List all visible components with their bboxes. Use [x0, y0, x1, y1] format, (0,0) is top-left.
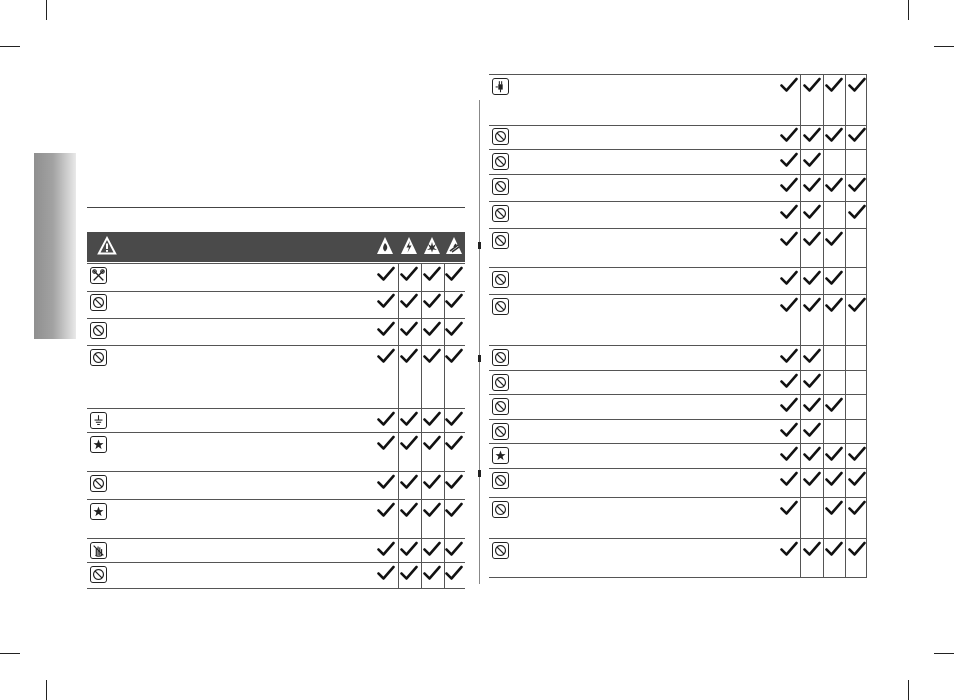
table-row [87, 433, 465, 472]
important-star-icon [90, 436, 107, 453]
check-mark-icon [400, 411, 418, 427]
check-mark-icon [780, 231, 798, 247]
table-row [489, 498, 867, 539]
crop-mark [0, 653, 20, 654]
check-mark-icon [423, 435, 441, 451]
safety-table-right [489, 74, 867, 586]
check-mark-icon [445, 293, 463, 309]
check-mark-icon [780, 471, 798, 487]
check-mark-icon [825, 270, 843, 286]
check-mark-icon [400, 266, 418, 282]
warning-triangle-icon [97, 236, 117, 256]
prohibited-icon [492, 398, 509, 415]
table-row [87, 500, 465, 539]
column-divider [479, 100, 480, 584]
check-mark-icon [400, 565, 418, 581]
explosion-hazard-icon [423, 236, 441, 256]
column-separator [398, 263, 399, 589]
check-mark-icon [825, 500, 843, 516]
check-mark-icon [780, 373, 798, 389]
table-row [489, 371, 867, 395]
table-row [87, 319, 465, 346]
check-mark-icon [848, 77, 866, 93]
prohibited-icon [492, 501, 509, 518]
check-mark-icon [780, 127, 798, 143]
disassemble-tools-icon [90, 267, 107, 284]
check-mark-icon [803, 270, 821, 286]
table-row [489, 469, 867, 498]
prohibited-icon [492, 298, 509, 315]
column-separator [444, 263, 445, 589]
prohibited-icon [90, 322, 107, 339]
check-mark-icon [780, 422, 798, 438]
check-mark-icon [423, 502, 441, 518]
check-mark-icon [445, 266, 463, 282]
check-mark-icon [377, 411, 395, 427]
prohibited-icon [492, 374, 509, 391]
check-mark-icon [848, 446, 866, 462]
check-mark-icon [423, 348, 441, 364]
column-separator [421, 263, 422, 589]
check-mark-icon [400, 293, 418, 309]
check-mark-icon [848, 471, 866, 487]
check-mark-icon [848, 177, 866, 193]
column-separator [823, 74, 824, 578]
crop-mark [934, 46, 954, 47]
crop-mark [46, 0, 47, 20]
table-row [489, 420, 867, 444]
check-mark-icon [803, 77, 821, 93]
check-mark-icon [825, 127, 843, 143]
electric-shock-icon [400, 236, 418, 256]
check-mark-icon [423, 266, 441, 282]
no-touch-hand-icon [90, 542, 107, 559]
table-row [489, 150, 867, 175]
check-mark-icon [825, 177, 843, 193]
table-row [489, 202, 867, 229]
table-row [489, 74, 867, 126]
check-mark-icon [803, 348, 821, 364]
check-mark-icon [377, 293, 395, 309]
column-separator [866, 74, 867, 578]
check-mark-icon [445, 565, 463, 581]
table-row [87, 409, 465, 433]
check-mark-icon [445, 502, 463, 518]
ground-icon [90, 412, 107, 429]
column-separator [845, 74, 846, 578]
check-mark-icon [400, 474, 418, 490]
check-mark-icon [803, 231, 821, 247]
check-mark-icon [780, 152, 798, 168]
prohibited-icon [90, 566, 107, 583]
table-row [489, 444, 867, 469]
check-mark-icon [780, 446, 798, 462]
check-mark-icon [780, 500, 798, 516]
check-mark-icon [423, 565, 441, 581]
prohibited-icon [492, 205, 509, 222]
check-mark-icon [780, 270, 798, 286]
check-mark-icon [780, 397, 798, 413]
fold-mark [478, 242, 481, 249]
check-mark-icon [377, 565, 395, 581]
check-mark-icon [803, 422, 821, 438]
fire-hazard-icon [376, 236, 394, 256]
check-mark-icon [377, 502, 395, 518]
check-mark-icon [780, 204, 798, 220]
check-mark-icon [400, 321, 418, 337]
check-mark-icon [848, 127, 866, 143]
table-row [87, 346, 465, 409]
check-mark-icon [825, 231, 843, 247]
table-row [489, 395, 867, 420]
check-mark-icon [780, 77, 798, 93]
table-row [87, 291, 465, 319]
section-rule [87, 207, 465, 208]
check-mark-icon [400, 502, 418, 518]
check-mark-icon [377, 321, 395, 337]
prohibited-icon [492, 271, 509, 288]
prohibited-icon [90, 475, 107, 492]
check-mark-icon [848, 297, 866, 313]
prohibited-icon [492, 472, 509, 489]
check-mark-icon [803, 152, 821, 168]
check-mark-icon [803, 397, 821, 413]
check-mark-icon [803, 177, 821, 193]
check-mark-icon [825, 77, 843, 93]
check-mark-icon [848, 500, 866, 516]
table-row [87, 472, 465, 500]
check-mark-icon [445, 411, 463, 427]
check-mark-icon [423, 411, 441, 427]
check-mark-icon [780, 297, 798, 313]
check-mark-icon [803, 204, 821, 220]
section-side-tab [34, 153, 76, 339]
crop-mark [46, 680, 47, 700]
crop-mark [908, 0, 909, 20]
prohibited-icon [492, 423, 509, 440]
check-mark-icon [445, 541, 463, 557]
check-mark-icon [780, 541, 798, 557]
crop-mark [908, 680, 909, 700]
check-mark-icon [803, 373, 821, 389]
check-mark-icon [423, 541, 441, 557]
table-row [87, 539, 465, 563]
prohibited-icon [492, 542, 509, 559]
check-mark-icon [803, 297, 821, 313]
check-mark-icon [445, 435, 463, 451]
table-row [489, 125, 867, 150]
prohibited-icon [492, 153, 509, 170]
check-mark-icon [848, 541, 866, 557]
scald-hazard-icon [445, 236, 463, 256]
prohibited-icon [492, 232, 509, 249]
table-row [87, 263, 465, 292]
unplug-icon [492, 78, 509, 95]
column-separator [800, 74, 801, 578]
table-row [87, 563, 465, 589]
check-mark-icon [423, 321, 441, 337]
check-mark-icon [400, 348, 418, 364]
check-mark-icon [825, 471, 843, 487]
check-mark-icon [780, 348, 798, 364]
check-mark-icon [803, 446, 821, 462]
check-mark-icon [803, 541, 821, 557]
prohibited-icon [90, 294, 107, 311]
check-mark-icon [377, 541, 395, 557]
check-mark-icon [423, 293, 441, 309]
table-row [489, 268, 867, 295]
check-mark-icon [803, 471, 821, 487]
table-row [489, 295, 867, 346]
check-mark-icon [445, 474, 463, 490]
fold-mark [478, 470, 481, 477]
check-mark-icon [848, 204, 866, 220]
check-mark-icon [377, 348, 395, 364]
table-header [87, 232, 465, 262]
table-row [489, 539, 867, 578]
check-mark-icon [825, 446, 843, 462]
check-mark-icon [423, 474, 441, 490]
crop-mark [934, 653, 954, 654]
check-mark-icon [377, 474, 395, 490]
check-mark-icon [445, 348, 463, 364]
fold-mark [478, 355, 481, 362]
check-mark-icon [445, 321, 463, 337]
prohibited-icon [492, 128, 509, 145]
prohibited-icon [90, 349, 107, 366]
check-mark-icon [825, 541, 843, 557]
check-mark-icon [400, 541, 418, 557]
check-mark-icon [377, 266, 395, 282]
prohibited-icon [492, 349, 509, 366]
check-mark-icon [780, 177, 798, 193]
check-mark-icon [377, 435, 395, 451]
check-mark-icon [825, 297, 843, 313]
important-star-icon [492, 447, 509, 464]
prohibited-icon [492, 178, 509, 195]
check-mark-icon [400, 435, 418, 451]
table-row [489, 346, 867, 371]
check-mark-icon [825, 397, 843, 413]
safety-table-left [87, 232, 465, 590]
table-row [489, 229, 867, 268]
check-mark-icon [803, 127, 821, 143]
important-star-icon [90, 503, 107, 520]
crop-mark [0, 46, 20, 47]
table-row [489, 175, 867, 202]
